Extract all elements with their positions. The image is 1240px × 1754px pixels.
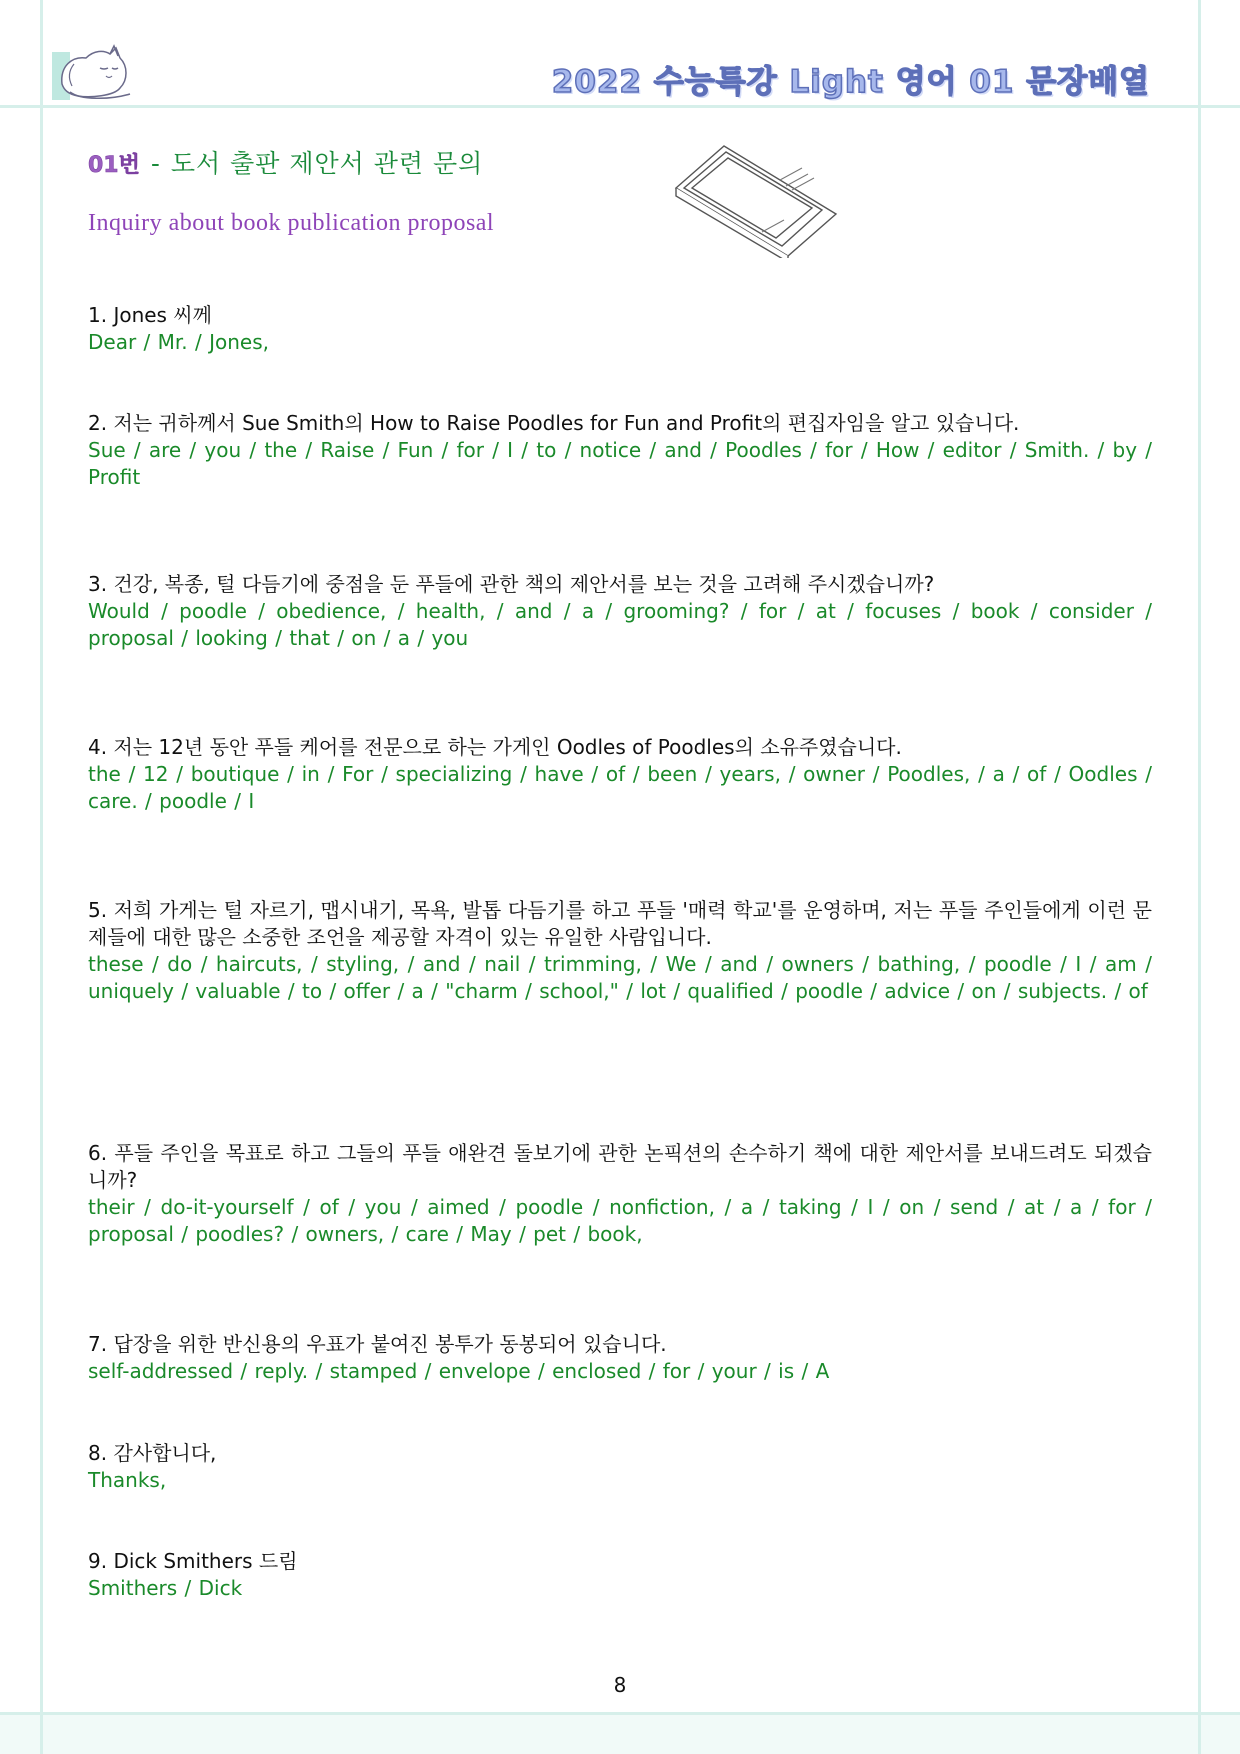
item-english: Would / poodle / obedience, / health, / and / a / grooming? / for / at / focuses / book / consider / proposal / looking / that / on / a / you: [88, 599, 1152, 650]
list-item: [88, 410, 1152, 491]
section-subtitle: Inquiry about book publication proposal: [88, 210, 495, 236]
header-title: 2022 수능특강 Light 영어 01 문장배열: [551, 64, 1150, 100]
book-icon: [672, 140, 842, 258]
footer-band: [0, 1715, 1240, 1754]
item-english: the / 12 / boutique / in / For / specializing / have / of / been / years, / owner / Poodles, / a / of / Oodles / care. / poodle / I: [88, 762, 1152, 813]
list-item: [88, 1548, 1152, 1602]
list-item: [88, 1440, 1152, 1494]
list-item: [88, 571, 1152, 652]
list-item: [88, 734, 1152, 815]
section-number: 01번: [88, 153, 140, 178]
header-rule: [0, 105, 1240, 108]
item-korean: 2. 저는 귀하께서 Sue Smith의 How to Raise Poodles for Fun and Profit의 편집자임을 알고 있습니다.: [88, 411, 1020, 435]
item-english: these / do / haircuts, / styling, / and / nail / trimming, / We / and / owners / bathing, / poodle / I / am / uniquely / valuable / to / offer / a / "charm / school," / lot / qualified / poodle / advice / on / subjects. / of: [88, 952, 1152, 1003]
list-item: [88, 897, 1152, 1005]
list-item: [88, 1331, 1152, 1385]
item-english: Smithers / Dick: [88, 1576, 243, 1600]
item-korean: 1. Jones 씨께: [88, 303, 212, 327]
cat-logo-icon: [50, 44, 138, 102]
item-korean: 7. 답장을 위한 반신용의 우표가 붙여진 봉투가 동봉되어 있습니다.: [88, 1332, 667, 1356]
section-heading: [88, 144, 483, 180]
item-english: Thanks,: [88, 1468, 167, 1492]
item-english: Sue / are / you / the / Raise / Fun / for / I / to / notice / and / Poodles / for / How / editor / Smith. / by / Profit: [88, 438, 1152, 489]
section-title: 도서 출판 제안서 관련 문의: [170, 149, 484, 178]
item-korean: 3. 건강, 복종, 털 다듬기에 중점을 둔 푸들에 관한 책의 제안서를 보는 것을 고려해 주시겠습니까?: [88, 572, 935, 596]
item-english: their / do-it-yourself / of / you / aimed / poodle / nonfiction, / a / taking / I / on / send / at / a / for / proposal / poodles? / owners, / care / May / pet / book,: [88, 1195, 1152, 1246]
item-english: Dear / Mr. / Jones,: [88, 330, 269, 354]
list-item: [88, 302, 1152, 356]
item-korean: 5. 저희 가게는 털 자르기, 맵시내기, 목욕, 발톱 다듬기를 하고 푸들 '매력 학교'를 운영하며, 저는 푸들 주인들에게 이런 문제들에 대한 많은 소중한 조언을 제공할 자격이 있는 유일한 사람입니다.: [88, 898, 1152, 949]
right-margin-rule: [1198, 0, 1201, 1754]
left-margin-rule: [40, 0, 43, 1754]
list-item: [88, 1140, 1152, 1248]
item-korean: 8. 감사합니다,: [88, 1441, 217, 1465]
item-korean: 4. 저는 12년 동안 푸들 케어를 전문으로 하는 가게인 Oodles of Poodles의 소유주였습니다.: [88, 735, 902, 759]
item-english: self-addressed / reply. / stamped / envelope / enclosed / for / your / is / A: [88, 1359, 830, 1383]
item-korean: 6. 푸들 주인을 목표로 하고 그들의 푸들 애완견 돌보기에 관한 논픽션의 손수하기 책에 대한 제안서를 보내드려도 되겠습니까?: [88, 1141, 1152, 1192]
item-korean: 9. Dick Smithers 드림: [88, 1549, 298, 1573]
section-dash: -: [150, 149, 160, 179]
page-number: 8: [613, 1673, 627, 1697]
